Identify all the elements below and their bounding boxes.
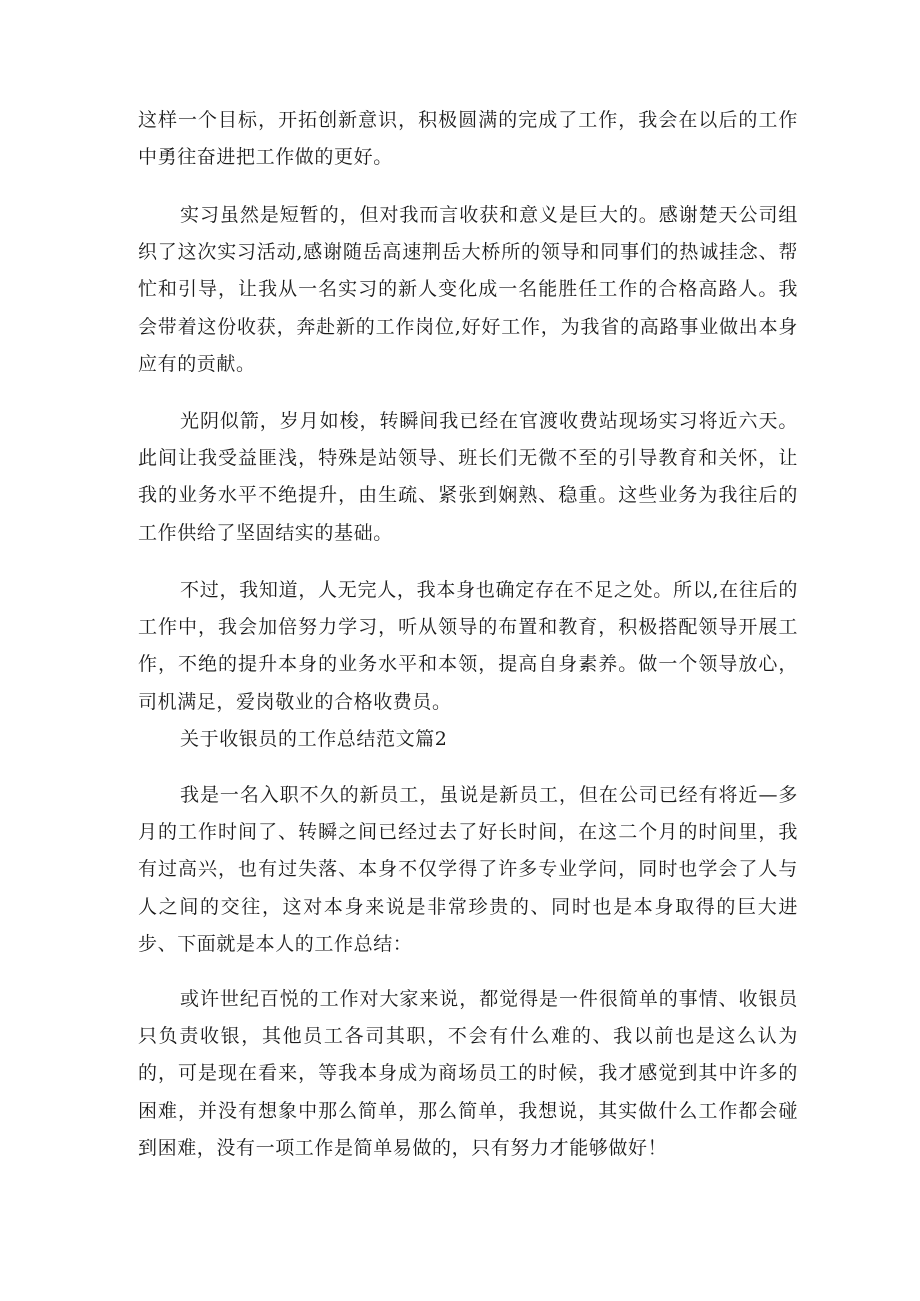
paragraph-new-employee: 我是一名入职不久的新员工，虽说是新员工，但在公司已经有将近—多月的工作时间了、转瞬之间已经过去了好长时间，在这二个月的时间里，我有过高兴，也有过失落、本身不仅学得了许多专业学问，同时也学会了人与人之间的交往，这对本身来说是非常珍贵的、同时也是本身取得的巨大进步、下面就是本人的工作总结： [138, 784, 798, 955]
paragraph-internship-gains: 实习虽然是短暂的，但对我而言收获和意义是巨大的。感谢楚天公司组织了这次实习活动,感谢随岳高速荆岳大桥所的领导和同事们的热诚挂念、帮忙和引导，让我从一名实习的新人变化成一名能胜任工作的合格高路人。我会带着这份收获，奔赴新的工作岗位,好好工作，为我省的高路事业做出本身应有的贡献。 [138, 204, 798, 375]
paragraph-cashier-work: 或许世纪百悦的工作对大家来说，都觉得是一件很简单的事情、收银员只负责收银，其他员工各司其职，不会有什么难的、我以前也是这么认为的，可是现在看来，等我本身成为商场员工的时候，我才感觉到其中许多的困难，并没有想象中那么简单，那么简单，我想说，其实做什么工作都会碰到困难，没有一项工作是简单易做的，只有努力才能够做好！ [138, 988, 798, 1159]
section-heading: 关于收银员的工作总结范文篇2 [180, 728, 448, 750]
paragraph-guandu-station: 光阴似箭，岁月如梭，转瞬间我已经在官渡收费站现场实习将近六天。此间让我受益匪浅，特殊是站领导、班长们无微不至的引导教育和关怀，让我的业务水平不绝提升，由生疏、紧张到娴熟、稳重。这些业务为我往后的工作供给了坚固结实的基础。 [138, 410, 798, 544]
paragraph-self-improvement: 不过，我知道，人无完人，我本身也确定存在不足之处。所以,在往后的工作中，我会加倍努力学习，听从领导的布置和教育，积极搭配领导开展工作，不绝的提升本身的业务水平和本领，提高自身素养。做一个领导放心，司机满足，爱岗敬业的合格收费员。 [138, 579, 798, 713]
paragraph-continuation: 这样一个目标，开拓创新意识，积极圆满的完成了工作，我会在以后的工作中勇往奋进把工作做的更好。 [138, 109, 798, 169]
